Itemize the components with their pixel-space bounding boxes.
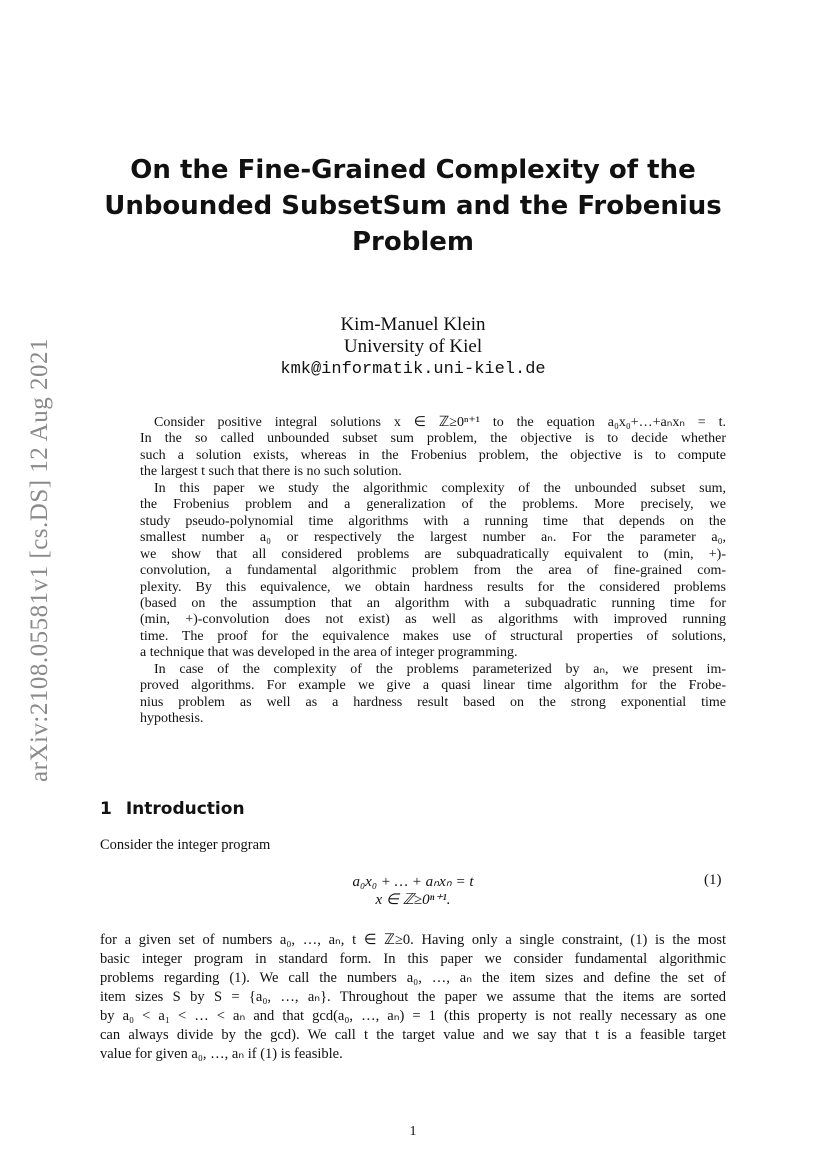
text-line: nius problem as well as a hardness result based on the strong exponential time	[140, 694, 726, 710]
arxiv-identifier: arXiv:2108.05581v1 [cs.DS] 12 Aug 2021	[26, 338, 53, 782]
text-line: basic integer program in standard form. In this paper we consider fundamental algorithmic	[100, 951, 726, 967]
section-heading	[100, 799, 245, 819]
title-line: Problem	[352, 227, 474, 257]
text-line: Consider positive integral solutions x ∈ ℤ≥0ⁿ⁺¹ to the equation a₀x₀+…+aₙxₙ = t.	[154, 415, 726, 430]
text-line: smallest number a₀ or respectively the largest number aₙ. For the parameter a₀,	[140, 530, 726, 546]
text-line: proved algorithms. For example we give a quasi linear time algorithm for the Frobe-	[140, 678, 726, 694]
text-line: such a solution exists, whereas in the Frobenius problem, the objective is to compute	[140, 447, 726, 463]
text-line: In case of the complexity of the problems parameterized by aₙ, we present im-	[154, 661, 726, 677]
title-line: On the Fine-Grained Complexity of the	[130, 155, 696, 185]
text-line: item sizes S by S = {a₀, …, aₙ}. Throughout the paper we assume that the items are sorted	[100, 989, 726, 1005]
text-line: by a₀ < a₁ < … < aₙ and that gcd(a₀, …, aₙ) = 1 (this property is not really necessary as one	[100, 1008, 726, 1024]
author-email[interactable]: kmk@informatik.uni-kiel.de	[280, 360, 546, 379]
text-line: study pseudo-polynomial time algorithms with a running time that depends on the	[140, 513, 726, 529]
text-line: the largest t such that there is no such solution.	[140, 464, 402, 480]
section-number: 1	[100, 799, 112, 819]
text-line: In this paper we study the algorithmic complexity of the unbounded subset sum,	[154, 480, 726, 496]
text-line: we show that all considered problems are subquadratically equivalent to (min, +)-	[140, 546, 726, 562]
paper-title	[0, 152, 826, 260]
text-line: convolution, a fundamental algorithmic problem from the area of fine-grained com-	[140, 563, 726, 579]
text-line: the Frobenius problem and a generalization of the problems. More precisely, we	[140, 497, 726, 513]
text-line: problems regarding (1). We call the numbers a₀, …, aₙ the item sizes and define the set of	[100, 970, 726, 986]
equation-line: x ∈ ℤ≥0ⁿ⁺¹.	[375, 892, 451, 908]
text-line: value for given a₀, …, aₙ if (1) is feasible.	[100, 1046, 343, 1062]
text-line: plexity. By this equivalence, we obtain hardness results for the considered problems	[140, 579, 726, 595]
text-line: for a given set of numbers a₀, …, aₙ, t ∈ ℤ≥0. Having only a single constraint, (1) is the most	[100, 932, 726, 948]
text-line: In the so called unbounded subset sum problem, the objective is to decide whether	[140, 431, 726, 447]
author-name: Kim-Manuel Klein	[340, 314, 486, 335]
text-line: can always divide by the gcd). We call t the target value and we say that t is a feasible target	[100, 1027, 726, 1043]
title-line: Unbounded SubsetSum and the Frobenius	[104, 191, 722, 221]
text-line: (min, +)-convolution does not exist) as well as algorithms with improved running	[140, 612, 726, 628]
section-title: Introduction	[125, 799, 245, 819]
text-line: a technique that was developed in the area of integer programming.	[140, 645, 518, 661]
equation-number: (1)	[704, 872, 722, 888]
equation-line: a₀x₀ + … + aₙxₙ = t	[352, 874, 474, 890]
text-line: (based on the assumption that an algorithm with a subquadratic running time for	[140, 595, 726, 611]
text-line: hypothesis.	[140, 711, 204, 727]
author-affiliation: University of Kiel	[343, 336, 483, 357]
page-number: 1	[409, 1124, 417, 1139]
text-line: time. The proof for the equivalence makes use of structural properties of solutions,	[140, 628, 726, 644]
intro-lead: Consider the integer program	[100, 837, 271, 853]
